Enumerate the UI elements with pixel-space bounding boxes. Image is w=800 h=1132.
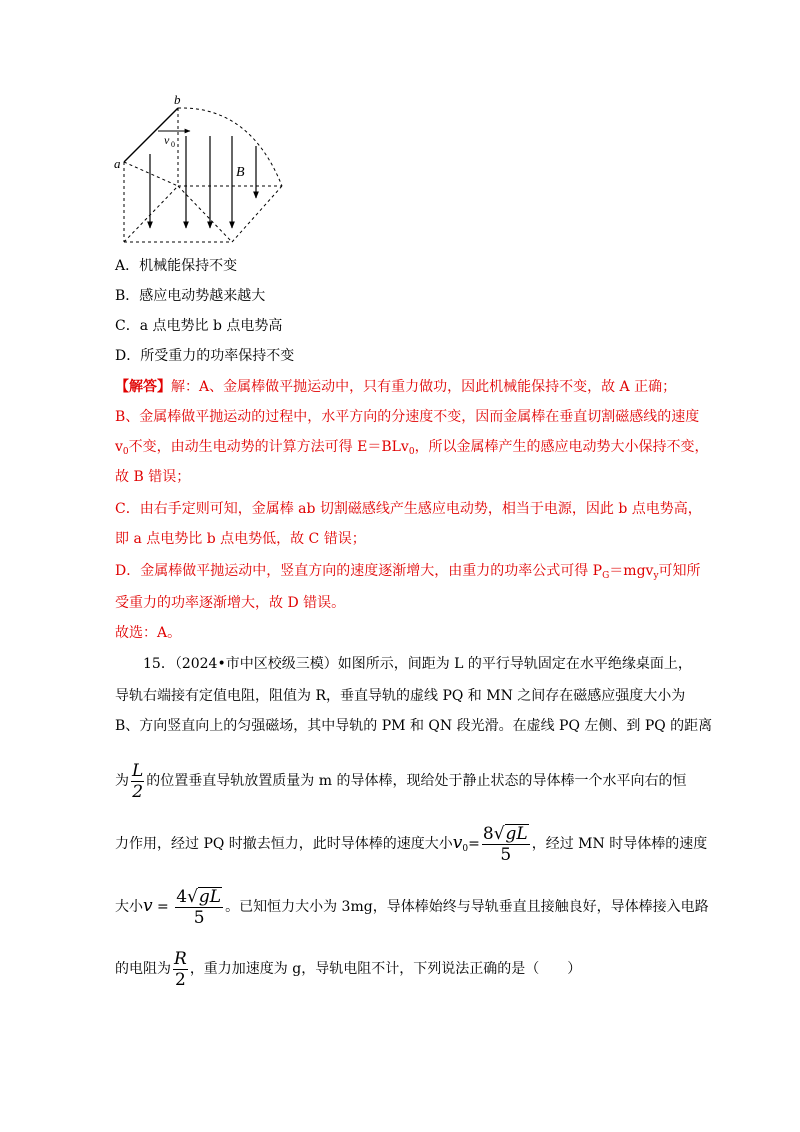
frac1-denominator: 2: [132, 781, 144, 802]
answer-line-3: [115, 437, 709, 462]
q15-line4-post: 的位置垂直导轨放置质量为 m 的导体棒，现给处于静止状态的导体棒一个水平向右的恒: [146, 773, 687, 789]
q15-line-4: [115, 760, 686, 802]
v-symbol: v: [143, 896, 153, 916]
answer-tag: 【解答】: [115, 379, 171, 395]
v0-equals: =: [468, 836, 480, 852]
fraction-4sqrtgL-over-5: [175, 887, 223, 928]
label-B: B: [236, 165, 245, 180]
label-b: b: [174, 92, 181, 107]
answer-line3-mid: 不变，由动生电动势的计算方法可得 E＝BLv: [128, 439, 409, 455]
q15-line-3: B、方向竖直向上的匀强磁场，其中导轨的 PM 和 QN 段光滑。在虚线 PQ 左侧、到 PQ 的距离: [115, 718, 713, 734]
frac4-numerator: R: [174, 948, 187, 969]
q15-line-2: 导轨右端接有定值电阻，阻值为 R，垂直导轨的虚线 PQ 和 MN 之间存在磁感应强度大小为: [115, 688, 686, 704]
answer-v0-sub-2: 0: [408, 447, 415, 457]
option-a: A．机械能保持不变: [115, 258, 238, 274]
q15-line7-post: ，重力加速度为 g，导轨电阻不计，下列说法正确的是（ ）: [189, 961, 582, 977]
fraction-L-over-2: [131, 761, 144, 802]
answer-line-8: 受重力的功率逐渐增大，故 D 错误。: [115, 595, 346, 611]
magnetic-field-figure: [110, 92, 300, 247]
label-v0: v: [164, 133, 170, 147]
answer-line7-pre: D．金属棒做平抛运动中，竖直方向的速度逐渐增大，由重力的功率公式可得 P: [115, 563, 603, 579]
q15-line-7: [115, 948, 581, 990]
answer-line-5: C．由右手定则可知，金属棒 ab 切割磁感线产生感应电动势，相当于电源，因此 b 点电势高，: [115, 501, 702, 517]
answer-line-7: [115, 561, 701, 586]
answer-v0: v: [115, 439, 123, 455]
answer-text-1: 解：A、金属棒做平抛运动中，只有重力做功，因此机械能保持不变，故 A 正确；: [171, 379, 677, 395]
v0-subscript: 0: [462, 844, 469, 854]
option-d: D．所受重力的功率保持不变: [115, 348, 295, 364]
option-c: C．a 点电势比 b 点电势高: [115, 318, 283, 334]
q15-line6-post: 。已知恒力大小为 3mg，导体棒始终与导轨垂直且接触良好，导体棒接入电路: [225, 899, 709, 915]
answer-line7-mid: ＝mgv: [609, 563, 654, 579]
frac4-denominator: 2: [174, 969, 186, 990]
answer-line-4: 故 B 错误；: [115, 469, 191, 485]
q15-line-6: [115, 885, 709, 928]
q15-line5-pre: 力作用，经过 PQ 时撤去恒力，此时导体棒的速度大小: [115, 836, 453, 852]
q15-line-5: [115, 822, 707, 870]
frac2-numerator: 8√ gL: [482, 823, 528, 844]
answer-vy-sub: y: [653, 571, 659, 581]
answer-line-2: B、金属棒做平抛运动的过程中，水平方向的分速度不变，因而金属棒在垂直切割磁感线的速度: [115, 409, 700, 425]
q15-line5-post: ，经过 MN 时导体棒的速度: [531, 836, 708, 852]
answer-line7-post: 可知所: [658, 563, 701, 579]
label-v0-sub: 0: [171, 140, 175, 149]
q15-line4-pre: 为: [115, 773, 129, 789]
v0-symbol: v: [452, 833, 463, 853]
fraction-R-over-2: [173, 949, 188, 990]
frac3-denominator: 5: [193, 907, 205, 928]
answer-line3-post: ，所以金属棒产生的感应电动势大小保持不变，: [414, 439, 709, 455]
q15-line6-pre: 大小: [115, 899, 143, 915]
answer-v0-sub: 0: [122, 447, 129, 457]
answer-line-6: 即 a 点电势比 b 点电势低，故 C 错误；: [115, 531, 366, 547]
answer-line-9: 故选：A。: [115, 625, 182, 641]
label-a: a: [114, 156, 121, 171]
q15-line7-pre: 的电阻为: [115, 961, 171, 977]
answer-pg-sub: G: [602, 571, 610, 581]
frac1-numerator: L: [132, 760, 144, 781]
v-equals: =: [152, 899, 174, 915]
frac3-numerator: 4√ gL: [176, 886, 222, 907]
option-b: B．感应电动势越来越大: [115, 288, 266, 304]
fraction-8sqrtgL-over-5: [482, 824, 530, 865]
q15-line-1: 15．（2024•市中区校级三模）如图所示，间距为 L 的平行导轨固定在水平绝缘桌面上，: [143, 656, 692, 672]
frac2-denominator: 5: [500, 844, 512, 865]
answer-line-1: [115, 377, 676, 397]
